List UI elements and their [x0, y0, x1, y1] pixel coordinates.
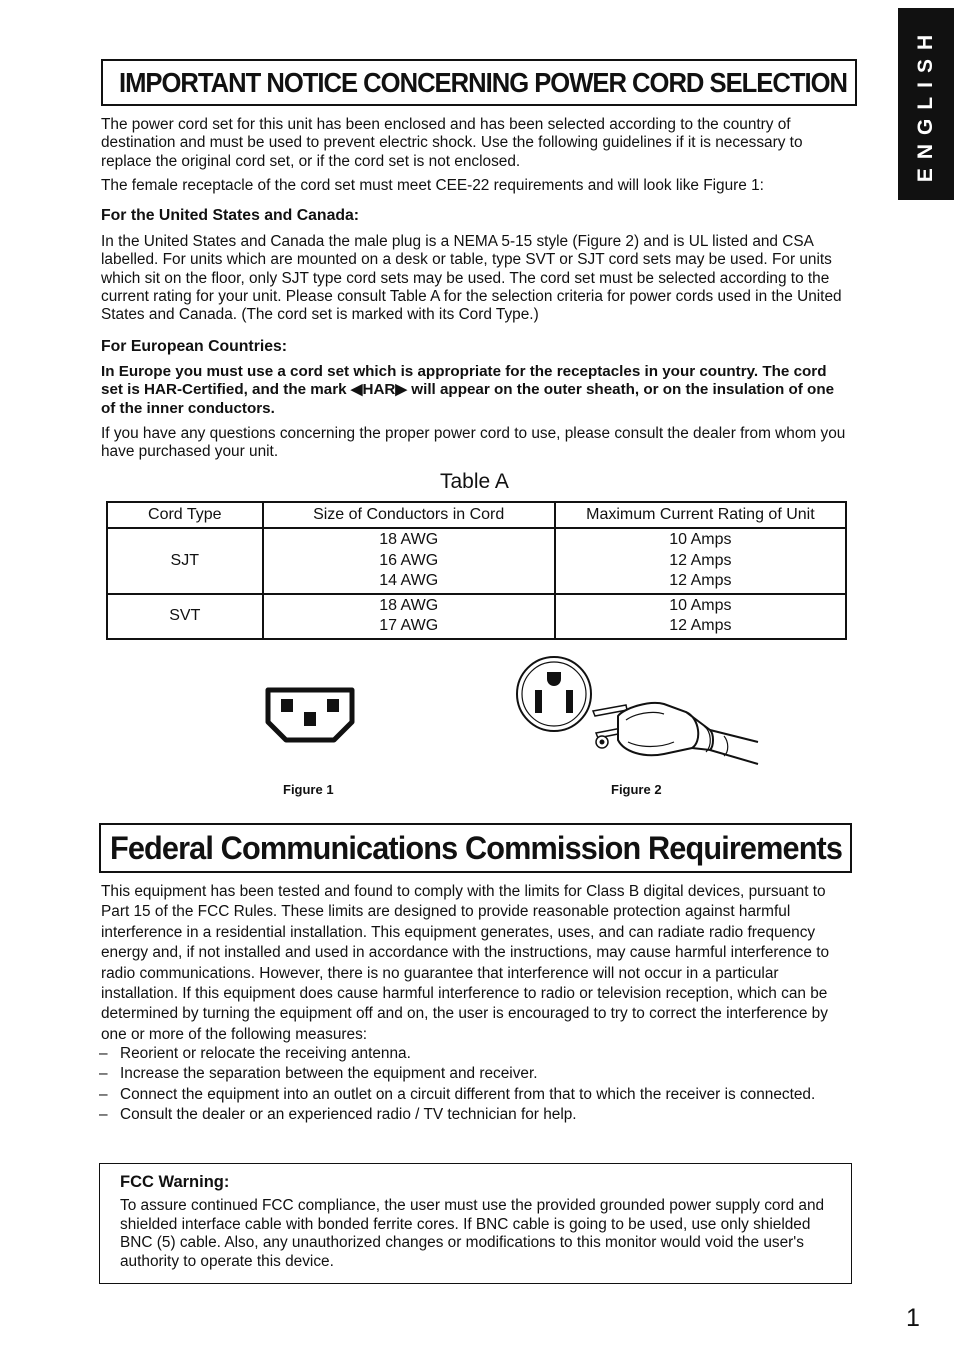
conductor-size: 18 AWG: [379, 531, 439, 548]
cord-table: [106, 501, 847, 640]
conductor-size-cell: [263, 528, 555, 594]
conductor-size: 14 AWG: [379, 572, 439, 589]
cord-type-cell: SJT: [107, 528, 263, 594]
figure-2-caption: Figure 2: [611, 782, 662, 797]
power-cord-intro: The power cord set for this unit has been enclosed and has been selected according to the country of destination and must be used to prevent electric shock. Use the following guidelines if it is necessary to replace the original cord set, or if the cord set is not enclosed.: [101, 116, 803, 170]
bullet-dash: –: [99, 1085, 108, 1103]
fcc-warning-text: To assure continued FCC compliance, the user must use the provided grounded power supply cord and shielded interface cable with bonded ferrite cores. If BNC cable is going to be used, use only shielded BNC (5) cable. Also, any unauthorized changes or modifications to this monitor would void the user's authority to operate this device.: [120, 1197, 825, 1270]
figure-1-caption: Figure 1: [283, 782, 334, 797]
table-header-cell: Size of Conductors in Cord: [263, 502, 555, 528]
table-header-cell: Cord Type: [107, 502, 263, 528]
bullet-dash: –: [99, 1045, 108, 1062]
measure-text: Consult the dealer or an experienced radio / TV technician for help.: [120, 1106, 577, 1124]
us-canada-text: In the United States and Canada the male plug is a NEMA 5-15 style (Figure 2) and is UL listed and CSA labelled. For units which are mounted on a desk or table, type SVT or SJT cord sets may be used. For units which sit on the floor, only SJT type cord sets may be used. The cord set must be selected according to the current rating for your unit. Please consult Table A for the selection criteria for power cords used in the United States and Canada. (The cord set is marked with its Cord Type.): [101, 233, 842, 324]
table-caption: Table A: [440, 470, 509, 493]
us-canada-heading: For the United States and Canada:: [101, 207, 360, 224]
current-rating-cell: [555, 528, 846, 594]
language-tab-label: ENGLISH: [914, 25, 937, 183]
current-rating: 12 Amps: [669, 617, 732, 634]
list-item: [99, 1064, 819, 1084]
fcc-measures-list: [99, 1044, 819, 1126]
receptacle-icon: [264, 686, 356, 746]
dealer-text: If you have any questions concerning the proper power cord to use, please consult the dealer from whom you have purchased your unit.: [101, 425, 846, 461]
fcc-title: Federal Communications Commission Requirements: [110, 829, 843, 866]
measure-text: Connect the equipment into an outlet on a circuit different from that to which the receiver is connected.: [120, 1085, 816, 1103]
list-item: [99, 1105, 819, 1125]
european-bold-text: [101, 363, 851, 418]
conductor-size: 16 AWG: [379, 551, 439, 569]
current-rating: 12 Amps: [669, 551, 732, 569]
table-row: [107, 528, 846, 594]
fcc-body: This equipment has been tested and found to comply with the limits for Class B digital devices, pursuant to Part 15 of the FCC Rules. These limits are designed to provide reasonable protection against harmful interference in a residential installation. This equipment generates, uses, and can radiate radio frequency energy and, if not installed and used in accordance with the instructions, may cause harmful interference to radio communications. However, there is no guarantee that interference will not occur in a particular installation. If this equipment does cause harmful interference to radio or television reception, which can be determined by turning the equipment off and on, the user is encouraged to try to correct the interference by one or more of the following measures:: [101, 883, 830, 1043]
har-mark: ◀HAR▶: [350, 381, 408, 399]
power-cord-heading: [101, 59, 857, 106]
cord-type-cell: SVT: [107, 594, 263, 639]
european-bold-text-part2: will appear on the outer sheath, or on the insulation of one of the inner conductors.: [101, 381, 835, 417]
list-item: [99, 1085, 819, 1105]
current-rating-cell: [555, 594, 846, 639]
fcc-warning-title: FCC Warning:: [120, 1173, 230, 1191]
bullet-dash: –: [99, 1106, 108, 1124]
table-header-row: [107, 502, 846, 528]
bullet-dash: –: [99, 1065, 108, 1083]
conductor-size: 18 AWG: [379, 596, 439, 614]
european-bold-text-part1: In Europe you must use a cord set which is appropriate for the receptacles in your country. The cord set is HAR-Certified, and the mark: [101, 363, 827, 399]
measure-text: Increase the separation between the equipment and receiver.: [120, 1065, 538, 1083]
language-tab: [898, 8, 954, 200]
current-rating: 10 Amps: [669, 596, 732, 614]
nema-plug-icon: [514, 656, 762, 768]
conductor-size-cell: [263, 594, 555, 639]
fcc-heading: [99, 823, 852, 873]
list-item: [99, 1044, 819, 1064]
measure-text: Reorient or relocate the receiving antenna.: [120, 1045, 411, 1062]
table-row: [107, 594, 846, 639]
receptacle-text: The female receptacle of the cord set must meet CEE-22 requirements and will look like Figure 1:: [101, 177, 764, 194]
page-number: 1: [906, 1304, 920, 1332]
current-rating: 10 Amps: [669, 531, 732, 548]
current-rating: 12 Amps: [669, 572, 732, 589]
european-heading: For European Countries:: [101, 338, 288, 355]
conductor-size: 17 AWG: [379, 617, 439, 634]
power-cord-title: IMPORTANT NOTICE CONCERNING POWER CORD SELECTION: [119, 66, 848, 98]
table-header-cell: Maximum Current Rating of Unit: [555, 502, 846, 528]
